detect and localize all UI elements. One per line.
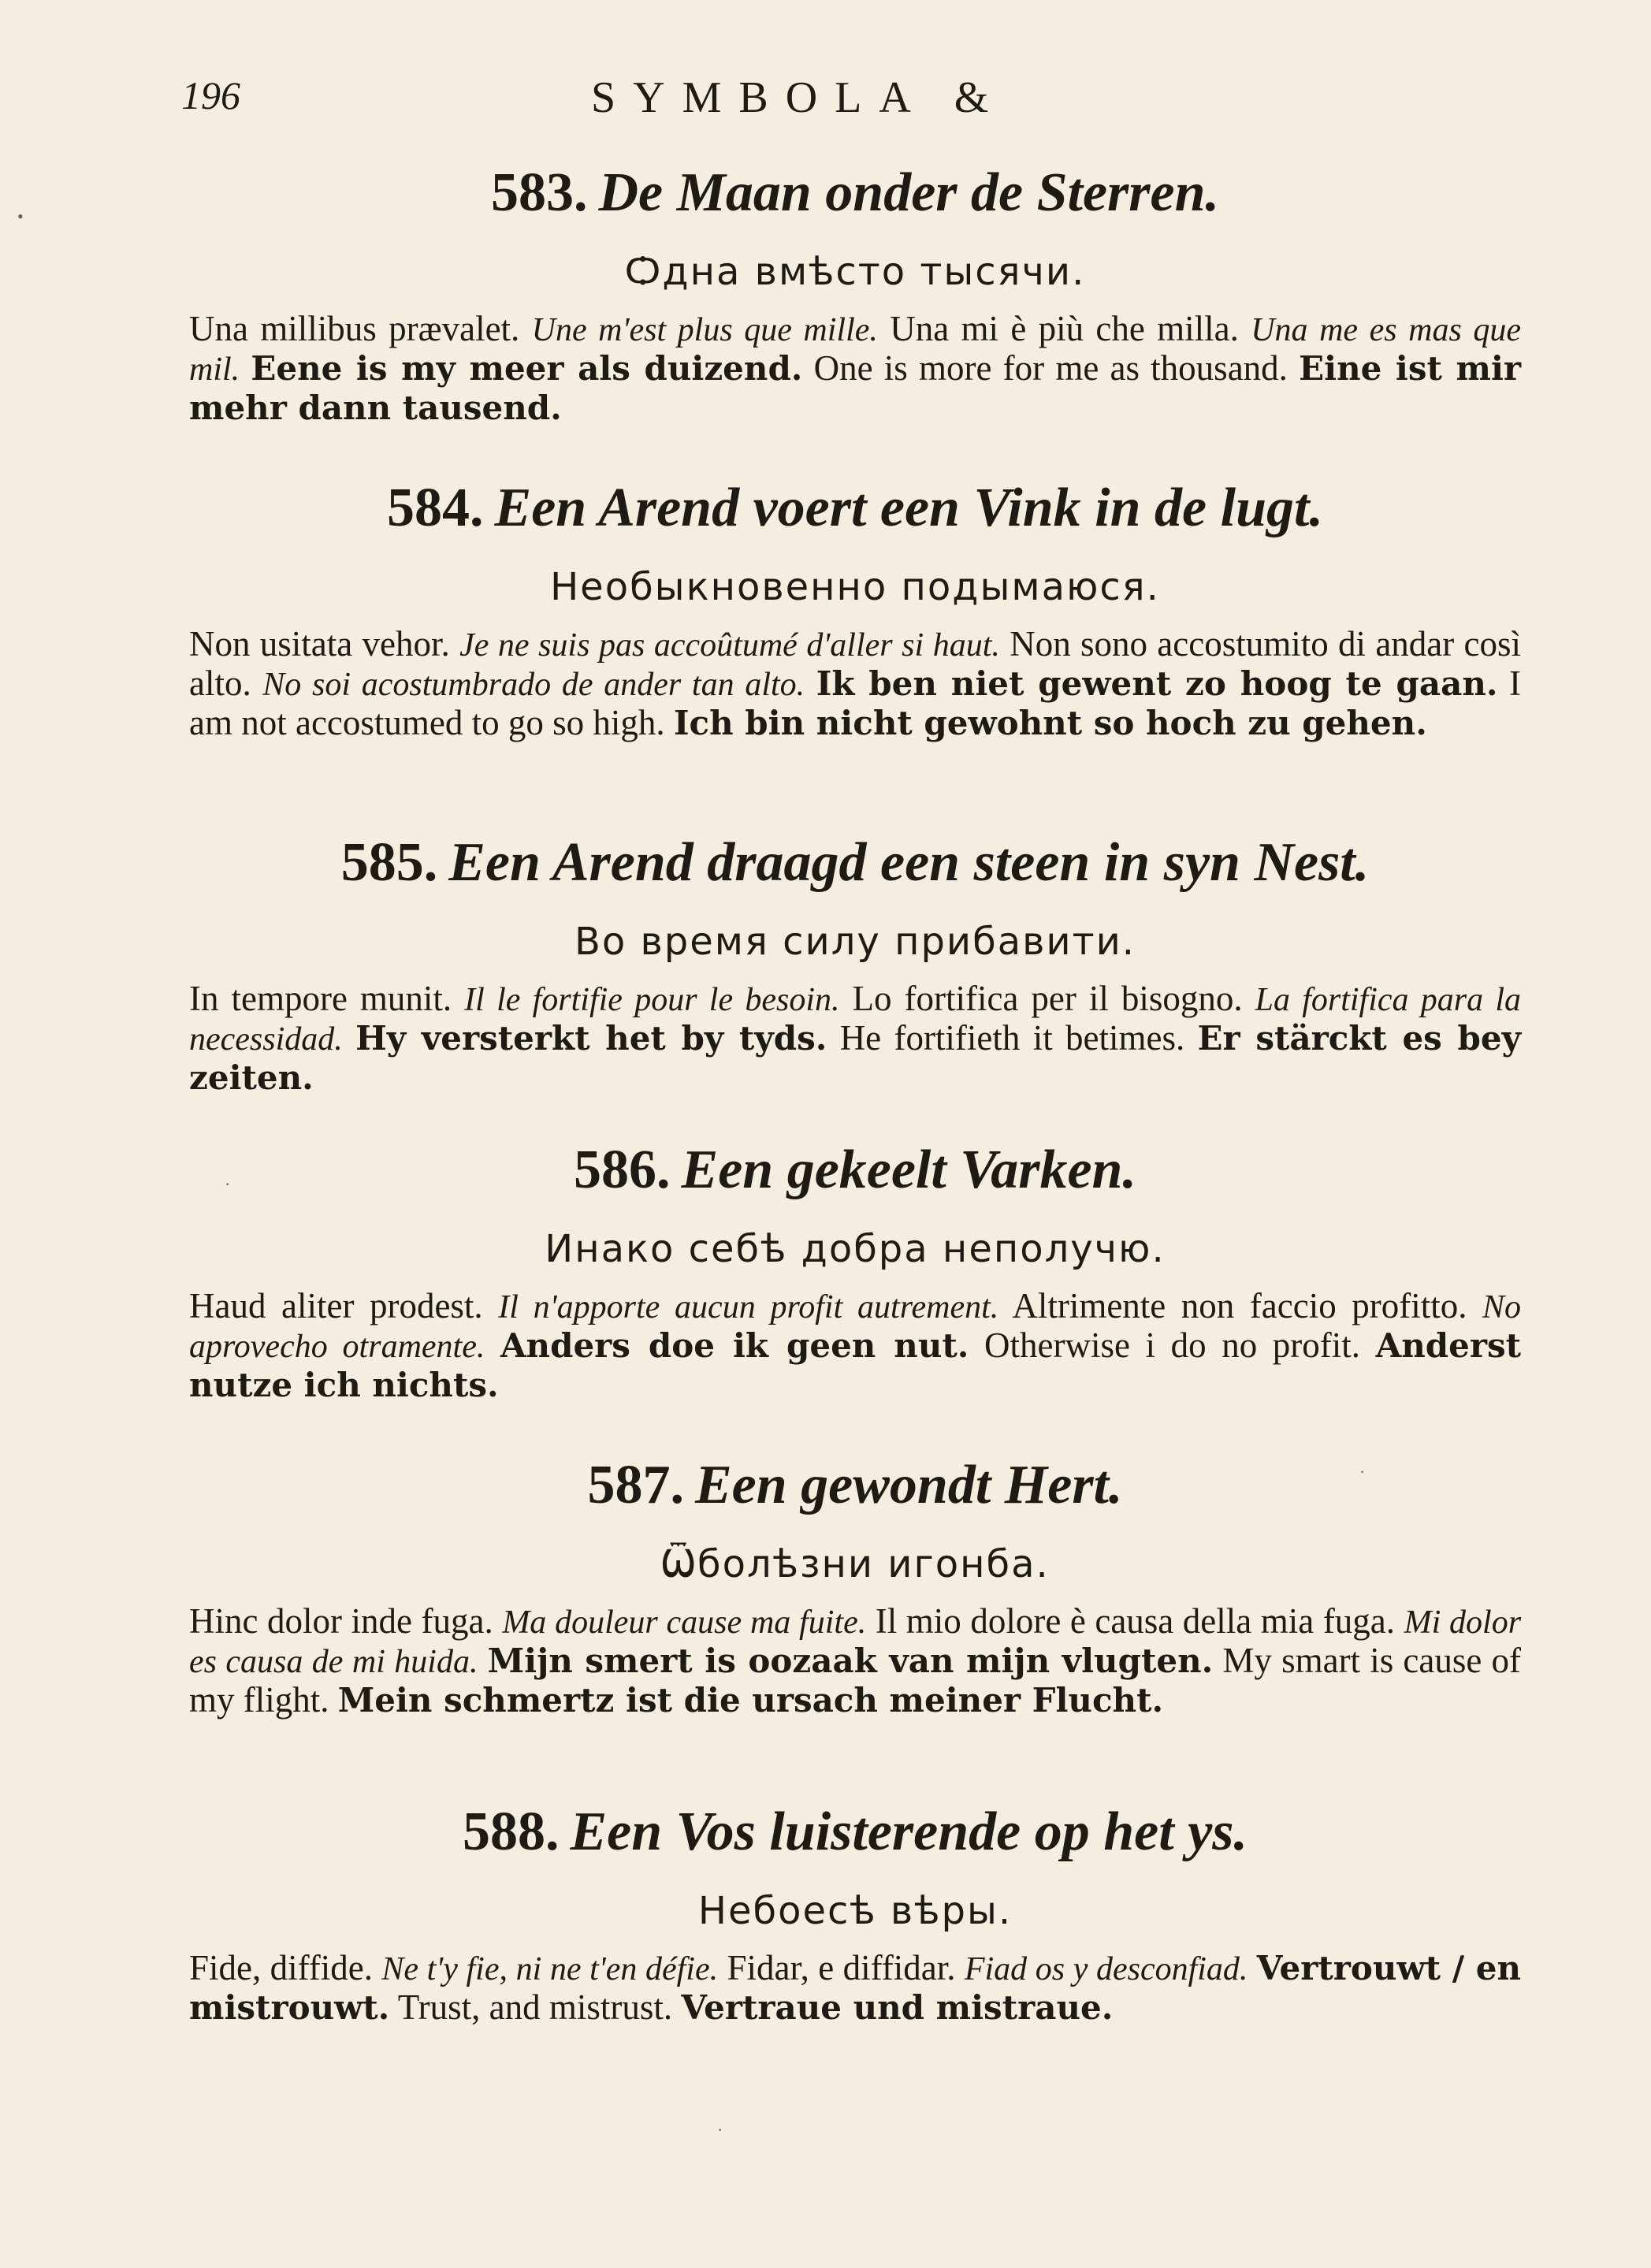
slavonic-motto: Небоесѣ вѣры.	[697, 1889, 1013, 1933]
spanish-motto: Mi dolor es causa de mi huida.	[189, 1604, 1522, 1680]
spanish-motto: No aprovecho otramente.	[189, 1289, 1522, 1365]
entry-title-text: Een Vos luisterende op het ys.	[570, 1801, 1248, 1862]
french-motto: Je ne suis pas accoûtumé d'aller si haut.	[459, 627, 1000, 664]
latin-motto: Hinc dolor inde fuga.	[189, 1601, 493, 1641]
entry-title	[189, 831, 1521, 894]
german-motto: Anderst nutze ich nichts.	[189, 1326, 1522, 1404]
dutch-motto: Mijn smert is oozaak van mijn vlugten.	[487, 1642, 1214, 1680]
german-motto: Mein schmertz ist die ursach meiner Flucht.	[337, 1681, 1164, 1720]
french-motto: Il n'apporte aucun profit autrement.	[498, 1289, 999, 1325]
translations	[189, 310, 1521, 427]
spanish-motto: Fiad os y desconfiad.	[964, 1951, 1248, 1987]
english-motto: Trust, and mistrust.	[397, 1987, 673, 2027]
entry-title-text: Een Arend voert een Vink in de lugt.	[494, 478, 1323, 538]
entry-title	[189, 1139, 1521, 1202]
spanish-motto: Una me es mas que mil.	[189, 312, 1522, 388]
entry-title	[189, 162, 1521, 225]
slavonic-motto: Ѿболѣзни игонба.	[660, 1542, 1050, 1586]
latin-motto: Haud aliter prodest.	[189, 1286, 483, 1325]
entry-number: 585.	[340, 832, 438, 893]
translations	[189, 980, 1521, 1097]
german-motto: Er stärckt es bey zeiten.	[189, 1019, 1521, 1097]
page-header	[181, 73, 1470, 136]
translations	[189, 625, 1521, 742]
paper-speck: ·	[1359, 1462, 1366, 1482]
translations	[189, 1602, 1521, 1720]
english-motto: Otherwise i do no profit.	[984, 1325, 1361, 1365]
latin-motto: In tempore munit.	[189, 979, 452, 1018]
entry-title	[189, 477, 1521, 540]
italian-motto: Altrimente non faccio profitto.	[1012, 1286, 1467, 1325]
emblem-entry-586	[189, 1139, 1521, 1404]
entry-number: 586.	[574, 1140, 671, 1200]
slavonic-motto: Необыкновенно подымаюся.	[550, 565, 1160, 609]
latin-motto: Non usitata vehor.	[189, 624, 450, 664]
dutch-motto: Vertrouwt / en mistrouwt.	[189, 1949, 1522, 2027]
french-motto: Ma douleur cause ma fuite.	[502, 1604, 867, 1641]
translations	[189, 1949, 1521, 2027]
entry-title	[189, 1801, 1521, 1864]
entry-title-text: De Maan onder de Sterren.	[598, 162, 1220, 223]
entry-title-text: Een gekeelt Varken.	[681, 1140, 1136, 1200]
italian-motto: Fidar, e diffidar.	[727, 1948, 956, 1987]
italian-motto: Una mi è più che milla.	[890, 309, 1239, 348]
german-motto: Vertraue und mistraue.	[681, 1988, 1114, 2027]
emblem-entry-588	[189, 1801, 1521, 2027]
running-head: SYMBOLA &	[591, 73, 1006, 122]
emblem-entry-583	[189, 162, 1521, 427]
emblem-entry-587	[189, 1454, 1521, 1720]
entry-title-text: Een gewondt Hert.	[694, 1455, 1123, 1515]
dutch-motto: Hy versterkt het by tyds.	[355, 1019, 827, 1058]
italian-motto: Non sono accostumito di andar così alto.	[189, 624, 1522, 703]
entry-number: 587.	[587, 1455, 684, 1515]
english-motto: I am not accostumed to go so high.	[189, 664, 1522, 742]
italian-motto: Il mio dolore è causa della mia fuga.	[875, 1601, 1396, 1641]
paper-speck: ·	[717, 2120, 723, 2140]
german-motto: Ich bin nicht gewohnt so hoch zu gehen.	[673, 704, 1427, 742]
german-motto: Eine ist mir mehr dann tausend.	[189, 349, 1522, 427]
latin-motto: Fide, diffide.	[189, 1948, 373, 1987]
english-motto: My smart is cause of my flight.	[189, 1641, 1521, 1720]
slavonic-motto: Инако себѣ добра неполучю.	[545, 1227, 1166, 1271]
english-motto: He fortifieth it betimes.	[839, 1018, 1185, 1058]
paper-speck: ·	[225, 1174, 231, 1194]
spanish-motto: La fortifica para la necessidad.	[189, 982, 1522, 1058]
french-motto: Il le fortifie pour le besoin.	[464, 982, 840, 1018]
page-number: 196	[181, 73, 240, 117]
entry-number: 588.	[462, 1801, 560, 1862]
dutch-motto: Eene is my meer als duizend.	[251, 349, 803, 388]
emblem-entry-584	[189, 477, 1521, 742]
english-motto: One is more for me as thousand.	[813, 348, 1288, 388]
translations	[189, 1287, 1521, 1404]
dutch-motto: Anders doe ik geen nut.	[500, 1326, 969, 1365]
slavonic-motto: Ѻдна вмѣсто тысячи.	[624, 250, 1086, 294]
paper-speck: •	[17, 206, 24, 226]
entry-number: 583.	[490, 162, 588, 223]
entry-title	[189, 1454, 1521, 1517]
slavonic-motto: Во время силу прибавити.	[574, 920, 1136, 964]
entry-title-text: Een Arend draagd een steen in syn Nest.	[448, 832, 1370, 893]
dutch-motto: Ik ben niet gewent zo hoog te gaan.	[816, 664, 1498, 703]
spanish-motto: No soi acostumbrado de ander tan alto.	[262, 667, 805, 703]
emblem-entry-585	[189, 831, 1521, 1097]
entry-number: 584.	[387, 478, 484, 538]
french-motto: Ne t'y fie, ni ne t'en défie.	[381, 1951, 719, 1987]
latin-motto: Una millibus prævalet.	[189, 309, 520, 348]
italian-motto: Lo fortifica per il bisogno.	[852, 979, 1243, 1018]
french-motto: Une m'est plus que mille.	[531, 312, 878, 348]
